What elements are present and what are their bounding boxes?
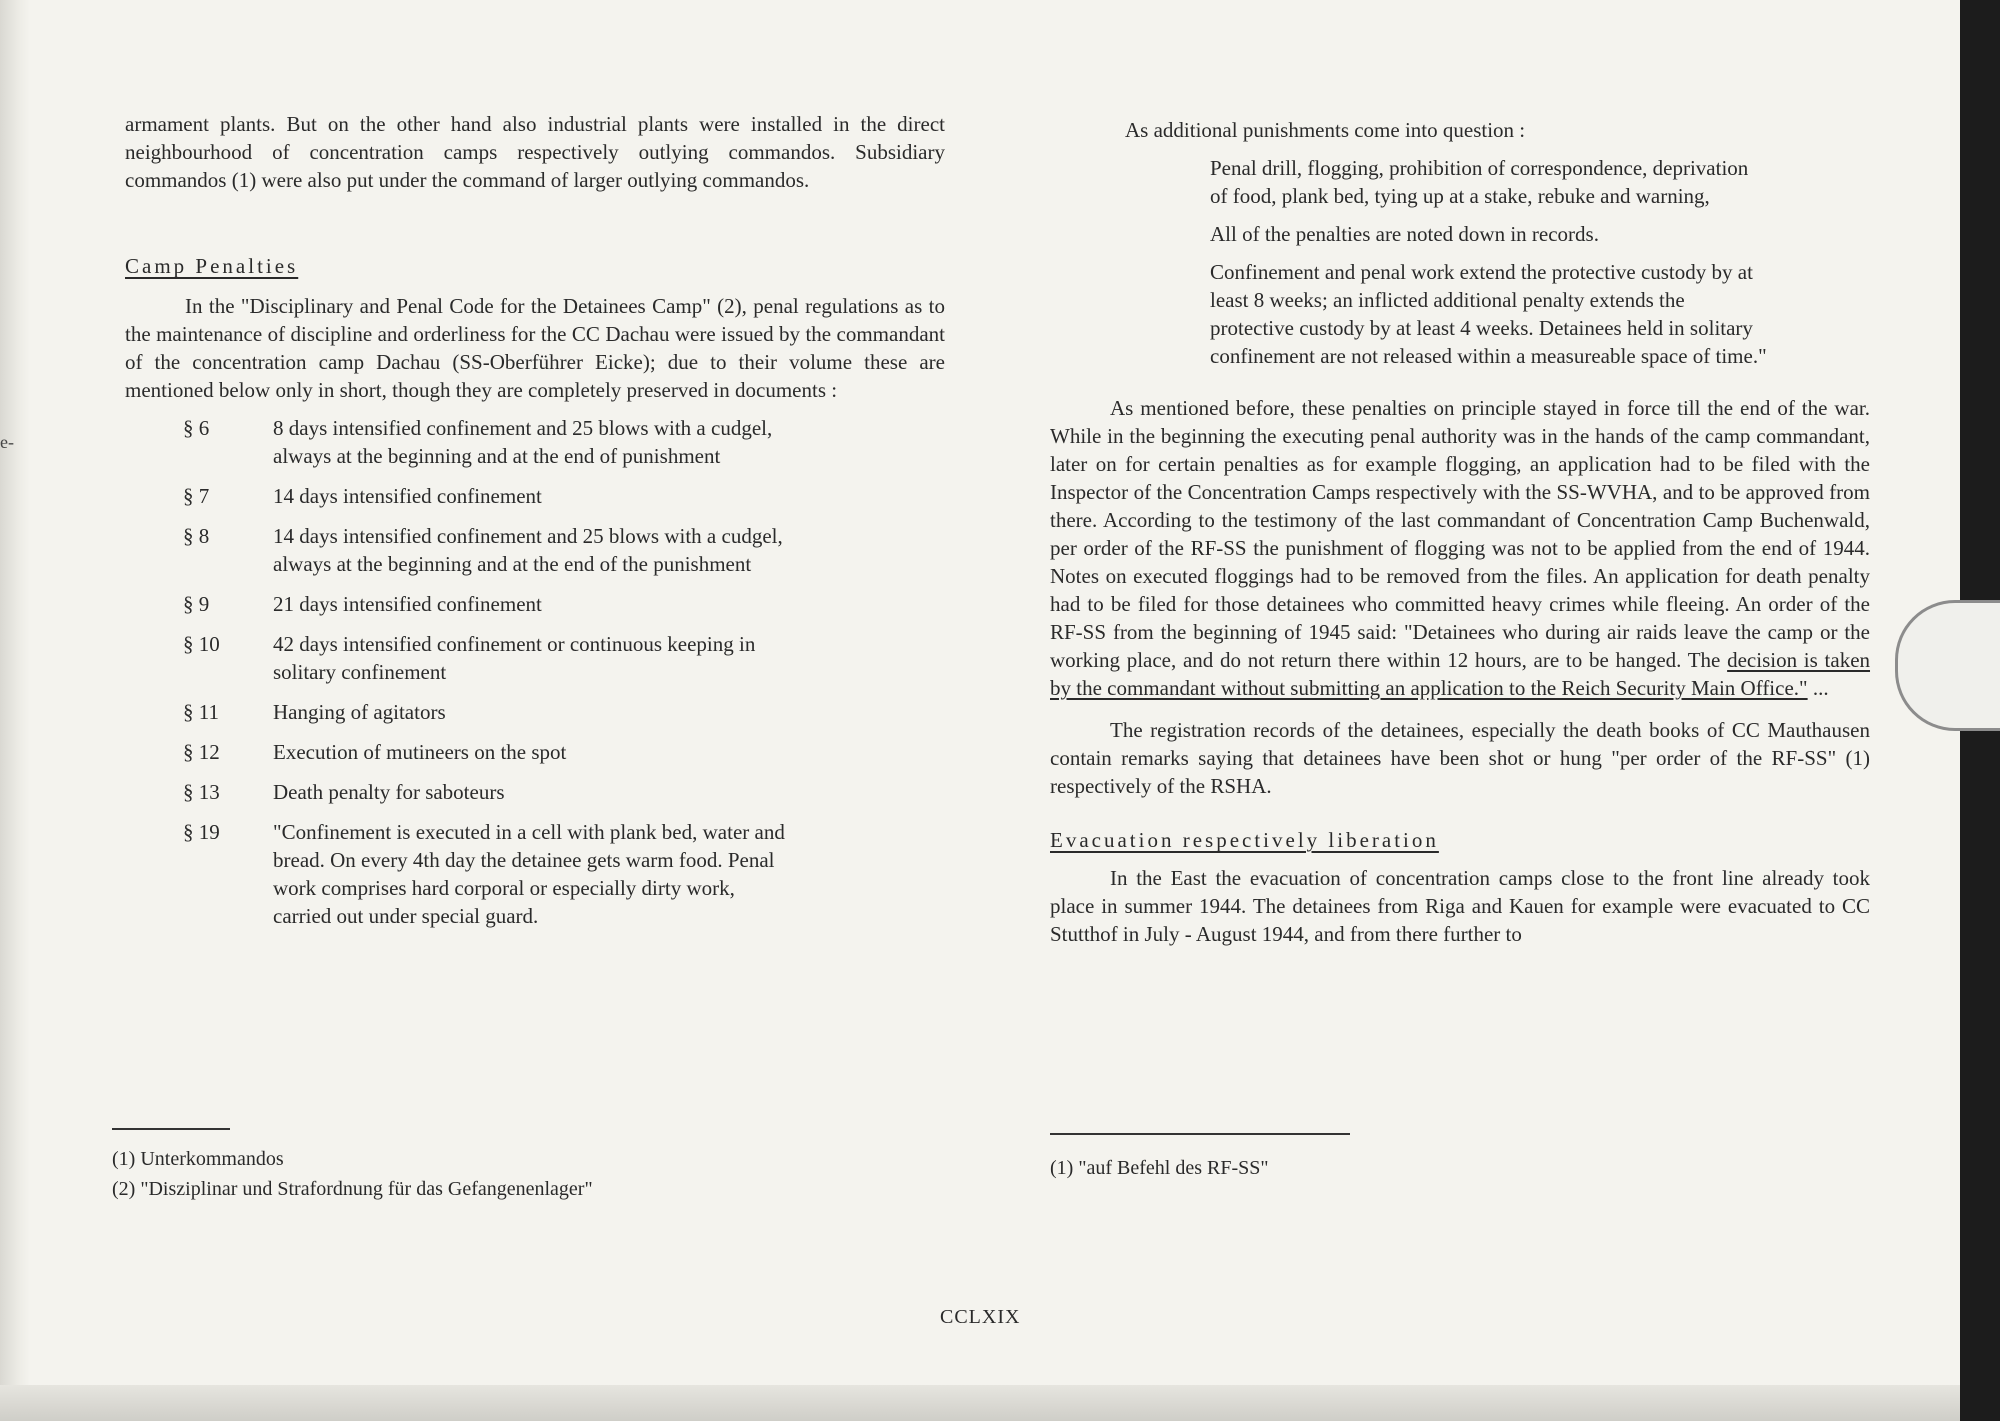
confinement-paragraph: Confinement and penal work extend the protective custody by at least 8 weeks; an inflicted additional penalty extends the protective custody by at least 4 weeks. Detainees held in solitary confinement are not released within a measureable space of time." xyxy=(1210,260,1767,368)
penalty-item xyxy=(125,778,945,806)
margin-mark: e- xyxy=(0,432,14,452)
right-footnote: (1) "auf Befehl des RF-SS" xyxy=(1050,1157,1269,1179)
penalty-number: § 7 xyxy=(183,484,210,508)
penalty-number: § 9 xyxy=(183,592,210,616)
penalty-item xyxy=(125,482,945,510)
left-column xyxy=(125,110,945,942)
left-footnotes xyxy=(112,1144,932,1204)
page-binding-edge xyxy=(0,0,30,1421)
penalty-item xyxy=(125,738,945,766)
penalty-number: § 10 xyxy=(183,632,220,656)
paper-clip-icon xyxy=(1895,600,2000,731)
penalty-text: 42 days intensified confinement or continuous keeping in solitary confinement xyxy=(273,632,756,684)
underlined-decision-text: decision is taken by the commandant without submitting an application to the Reich Security Main Office." xyxy=(1050,648,1871,700)
penalty-item xyxy=(125,698,945,726)
penalty-number: § 19 xyxy=(183,820,220,844)
penalty-number: § 12 xyxy=(183,740,220,764)
penalty-text: 14 days intensified confinement xyxy=(273,484,542,508)
penalty-text: Execution of mutineers on the spot xyxy=(273,740,567,764)
penalty-text: Hanging of agitators xyxy=(273,700,446,724)
additional-punishments-intro: As additional punishments come into question : xyxy=(1125,118,1526,142)
penalty-item xyxy=(125,818,945,930)
page-bottom-shadow xyxy=(0,1385,1960,1421)
additional-punishments-list: Penal drill, flogging, prohibition of correspondence, deprivation of food, plank bed, tying up at a stake, rebuke and warning, xyxy=(1210,156,1749,208)
penalties-noted: All of the penalties are noted down in records. xyxy=(1210,222,1599,246)
evacuation-heading: Evacuation respectively liberation xyxy=(1050,828,1439,852)
penalty-text: Death penalty for saboteurs xyxy=(273,780,505,804)
penal-code-paragraph: In the "Disciplinary and Penal Code for the Detainees Camp" (2), penal regulations as to the maintenance of discipline and orderliness for the CC Dachau were issued by the commandant of the concentration camp Dachau (SS-Oberführer Eicke); due to their volume these are mentioned below only in short, though they are completely preserved in documents : xyxy=(125,294,945,402)
registration-records-paragraph: The registration records of the detainees, especially the death books of CC Mauthausen contain remarks saying that detainees have been shot or hung "per order of the RF-SS" (1) respectively of the RSHA. xyxy=(1050,718,1870,798)
penalty-item xyxy=(125,630,945,686)
footnote: (1) Unterkommandos xyxy=(112,1148,284,1170)
penalty-item xyxy=(125,414,945,470)
right-column xyxy=(1050,116,1870,948)
additional-punishments-block xyxy=(1210,154,1770,370)
penalty-text: "Confinement is executed in a cell with plank bed, water and bread. On every 4th day the detainee gets warm food. Penal work comprises hard corporal or especially dirty work, carried out under special guard. xyxy=(273,820,785,928)
penalties-in-force-text: As mentioned before, these penalties on principle stayed in force till the end of the war. While in the beginning the executing penal authority was in the hands of the camp commandant, later on for certain penalties as for example flogging, an application had to be filed with the Inspector of the Concentration Camps respectively with the SS-WVHA, and to be approved from there. According to the testimony of the last commandant of Concentration Camp Buchenwald, per order of the RF-SS the punishment of flogging was not to be applied from the end of 1944. Notes on executed floggings had to be removed from the files. An application for death penalty had to be filed for those detainees who committed heavy crimes while fleeing. An order of the RF-SS from the beginning of 1945 said: "Detainees who during air raids leave the camp or the working place, and do not return there within 12 hours, are to be hanged. The xyxy=(1050,396,1870,672)
penalty-number: § 8 xyxy=(183,524,210,548)
penalty-number: § 6 xyxy=(183,416,210,440)
penalty-text: 14 days intensified confinement and 25 blows with a cudgel, always at the beginning and at the end of the punishment xyxy=(273,524,783,576)
penalty-text: 21 days intensified confinement xyxy=(273,592,542,616)
ellipsis: ... xyxy=(1807,676,1829,700)
penalty-item xyxy=(125,522,945,578)
penalty-list xyxy=(125,414,945,930)
penalty-number: § 11 xyxy=(183,700,219,724)
camp-penalties-heading: Camp Penalties xyxy=(125,254,299,278)
penalty-item xyxy=(125,590,945,618)
intro-paragraph: armament plants. But on the other hand also industrial plants were installed in the direct neighbourhood of concentration camps respectively outlying commandos. Subsidiary commandos (1) were also put under the command of larger outlying commandos. xyxy=(125,112,945,192)
penalty-number: § 13 xyxy=(183,780,220,804)
left-footnote-rule xyxy=(112,1128,230,1130)
right-footnote-rule xyxy=(1050,1133,1350,1135)
penalty-text: 8 days intensified confinement and 25 blows with a cudgel, always at the beginning and at the end of punishment xyxy=(273,416,773,468)
page-number: CCLXIX xyxy=(940,1306,1021,1328)
evacuation-paragraph: In the East the evacuation of concentration camps close to the front line already took place in summer 1944. The detainees from Riga and Kauen for example were evacuated to CC Stutthof in July - August 1944, and from there further to xyxy=(1050,866,1870,946)
footnote: (2) "Disziplinar und Strafordnung für das Gefangenenlager" xyxy=(112,1178,593,1200)
penalties-in-force-paragraph xyxy=(1050,394,1870,702)
